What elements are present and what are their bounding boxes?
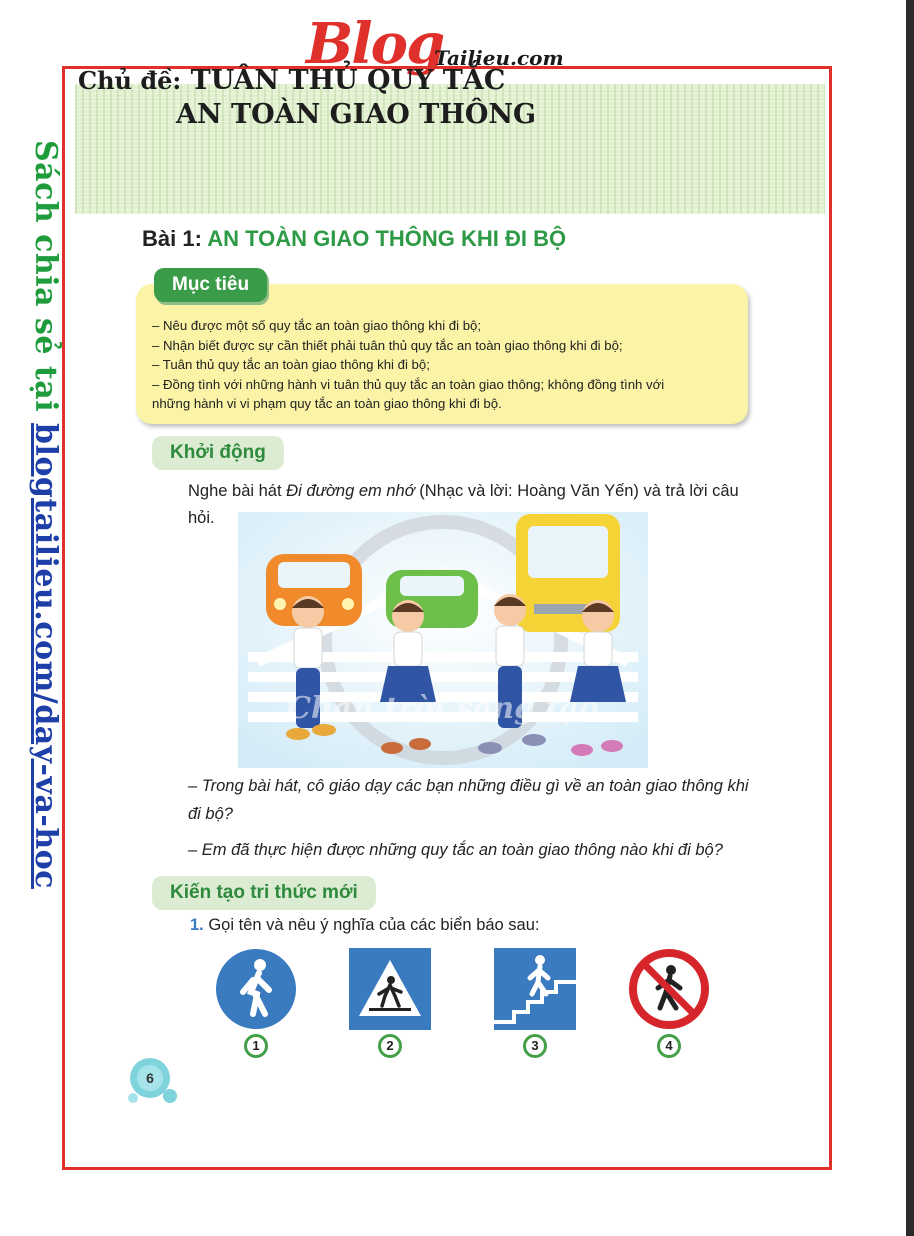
objective-item: – Nêu được một số quy tắc an toàn giao thông khi đi bộ; [152, 318, 482, 333]
sign-number-4: 4 [657, 1034, 681, 1058]
objective-item: – Nhận biết được sự cần thiết phải tuân thủ quy tắc an toàn giao thông khi đi bộ; [152, 337, 623, 353]
topic-title [78, 64, 536, 132]
intro-text-end: (Nhạc và lời: Hoàng Văn Yến) và trả lời câu hỏi. [188, 482, 739, 527]
scrollbar[interactable] [906, 0, 914, 1236]
sign-number-2: 2 [378, 1034, 402, 1058]
page-number: 6 [146, 1070, 154, 1086]
logo-tailieu-text: Tailieu.com [434, 46, 564, 70]
pedestrian-crossing-illustration [238, 512, 648, 768]
objectives-box [136, 284, 748, 424]
page-number-badge [125, 1056, 179, 1110]
question-text: Gọi tên và nêu ý nghĩa của các biển báo sau: [203, 916, 540, 934]
side-watermark-link[interactable]: blogtailieu.com/day-va-hoc [28, 423, 63, 889]
objective-item: – Tuân thủ quy tắc an toàn giao thông khi đi bộ; [152, 357, 430, 372]
warmup-question-1: – Trong bài hát, cô giáo dạy các bạn những điều gì về an toàn giao thông khi đi bộ? [188, 777, 749, 823]
intro-text: Nghe bài hát [188, 482, 287, 500]
objectives-heading: Mục tiêu [154, 268, 267, 302]
lesson-title [142, 226, 566, 252]
side-watermark-text: Sách chia sẻ tại [28, 140, 63, 424]
objective-item: những hành vi vi phạm quy tắc an toàn giao thông khi đi bộ. [152, 396, 502, 411]
song-title: Đi đường em nhớ [286, 482, 415, 500]
lesson-name: AN TOÀN GIAO THÔNG KHI ĐI BỘ [207, 226, 567, 251]
objective-item: – Đồng tình với những hành vi tuân thủ quy tắc an toàn giao thông; không đồng tình với [152, 376, 665, 392]
signs-question [190, 916, 540, 935]
sign-number-3: 3 [523, 1034, 547, 1058]
warmup-heading: Khởi động [152, 436, 284, 470]
knowledge-heading: Kiến tạo tri thức mới [152, 876, 376, 910]
logo-blog-text: Blog [306, 11, 444, 77]
crosswalk-sign-icon [349, 948, 431, 1030]
image-watermark: Chân trời sáng tạo [287, 691, 599, 726]
topic-label: Chủ đề: [78, 66, 182, 95]
lesson-label: Bài 1: [142, 226, 202, 251]
warmup-question-2: – Em đã thực hiện được những quy tắc an toàn giao thông nào khi đi bộ? [188, 841, 723, 859]
topic-line-1: TUÂN THỦ QUY TẮC [190, 65, 506, 96]
sign-number-1: 1 [244, 1034, 268, 1058]
topic-line-2: AN TOÀN GIAO THÔNG [176, 99, 537, 130]
side-watermark [22, 140, 66, 900]
question-number: 1. [190, 916, 204, 934]
pedestrian-only-sign-icon [215, 948, 297, 1030]
pedestrian-stairs-sign-icon [494, 948, 576, 1030]
no-pedestrians-sign-icon [628, 948, 710, 1030]
